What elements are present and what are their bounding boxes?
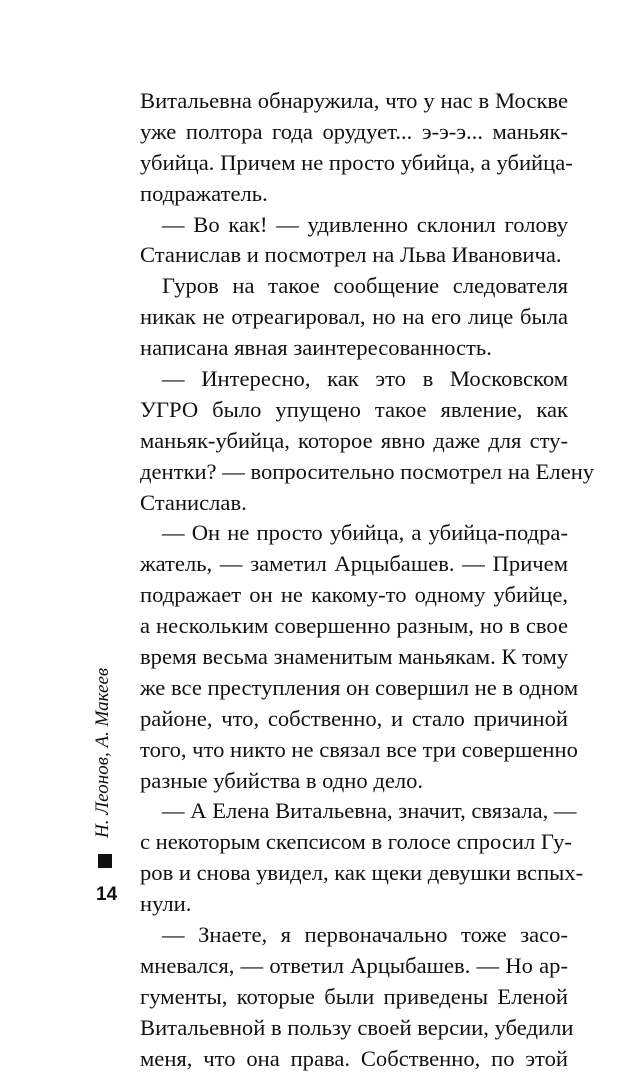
text-line: Станислав и посмотрел на Льва Ивановича. [140,242,562,268]
text-line: разные убийства в одно дело. [140,767,424,793]
text-line: с некоторым скепсисом в голосе спросил Гу- [140,829,572,855]
text-line: — Интересно, как это в Московском [162,366,568,392]
text-line: жатель, — заметил Арцыбашев. — Причем [140,551,568,577]
text-line: мневался, — ответил Арцыбашев. — Но ар- [140,952,568,978]
text-line: убийца. Причем не просто убийца, а убийца- [140,149,573,175]
text-line: ров и снова увидел, как щеки девушки вспых- [140,860,584,886]
text-line: нули. [140,891,192,917]
text-line: Гуров на такое сообщение следователя [162,273,568,299]
text-line: же все преступления он совершил не в одном [140,674,579,700]
text-line: уже полтора года орудует... э-э-э... маньяк- [140,118,568,144]
text-line: Витальевной в пользу своей версии, убедили [140,1014,574,1040]
text-line: меня, что она права. Собственно, по этой [140,1045,568,1071]
text-line: Станислав. [140,489,247,515]
text-line: дентки? — вопросительно посмотрел на Елену [140,458,595,484]
body-text [140,86,595,1075]
text-line: время весьма знаменитым маньякам. К тому [140,644,569,670]
text-line: а нескольким совершенно разным, но в свое [140,613,568,639]
text-line: — Во как! — удивленно склонил голову [162,211,568,237]
page-number: 14 [96,884,118,905]
running-head-authors: Н. Леонов, А. Макеев [92,667,113,838]
page-marker-square [98,854,112,868]
text-line: — Он не просто убийца, а убийца-подра- [162,520,568,546]
text-line: написана явная заинтересованность. [140,335,492,361]
text-line: — А Елена Витальевна, значит, связала, — [162,798,577,824]
text-line: подражатель. [140,180,268,206]
text-line: никак не отреагировал, но на его лице была [140,304,568,330]
text-line: УГРО было упущено такое явление, как [140,396,568,422]
text-line: подражает он не какому-то одному убийце, [140,582,568,608]
text-line: того, что никто не связал все три совершенно [140,736,578,762]
text-line: Витальевна обнаружила, что у нас в Москве [140,88,568,113]
text-line: маньяк-убийца, которое явно даже для сту- [140,427,568,453]
text-line: — Знаете, я первоначально тоже засо- [162,922,568,948]
text-line: гументы, которые были приведены Еленой [140,983,568,1009]
text-line: районе, что, собственно, и стало причиной [140,705,568,731]
